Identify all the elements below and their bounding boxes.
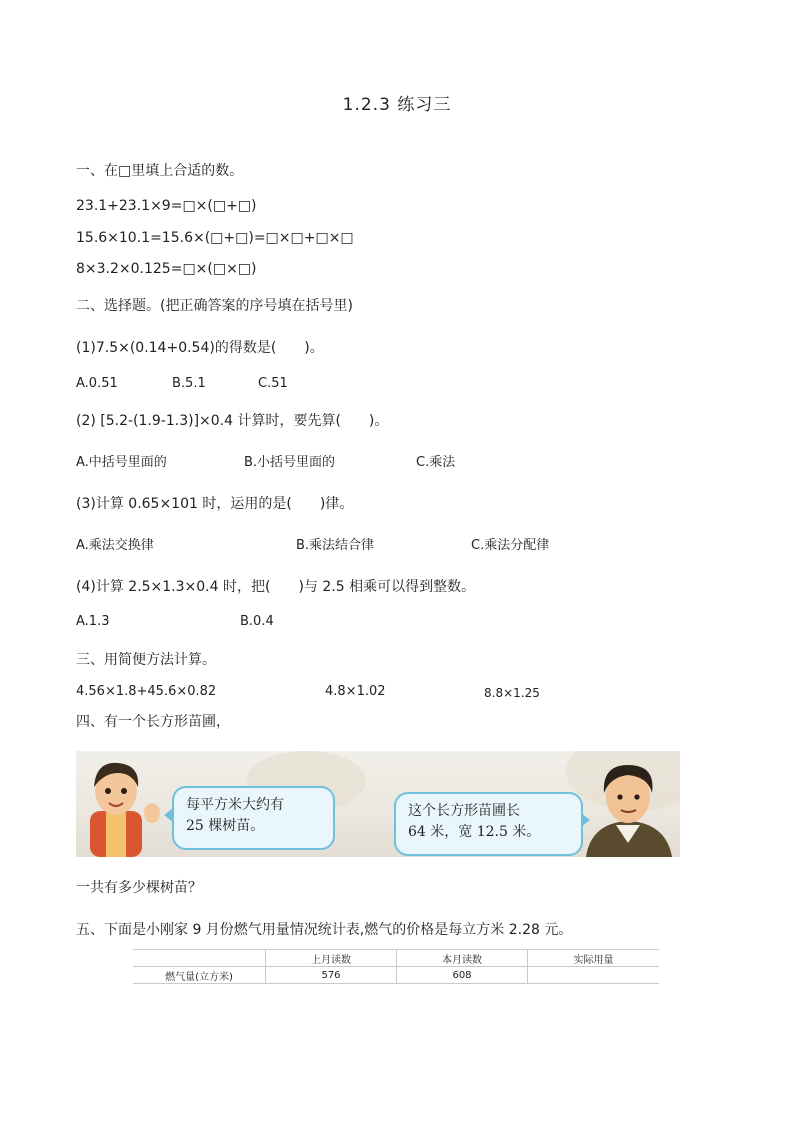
bubble-right-tail bbox=[581, 813, 590, 827]
section-5-heading: 五、下面是小刚家 9 月份燃气用量情况统计表,燃气的价格是每立方米 2.28 元。 bbox=[76, 922, 573, 938]
s3-expression-1: 4.56×1.8+45.6×0.82 bbox=[76, 684, 217, 699]
q3-option-c: C.乘法分配律 bbox=[471, 538, 550, 553]
s1-equation-3: 8×3.2×0.125=□×(□×□) bbox=[76, 261, 257, 277]
boy-figure bbox=[90, 763, 160, 857]
q1-option-c: C.51 bbox=[258, 376, 288, 391]
s3-expression-2: 4.8×1.02 bbox=[325, 684, 386, 699]
illustration-background bbox=[76, 751, 680, 857]
q4-option-b: B.0.4 bbox=[240, 614, 274, 629]
question-3: (3)计算 0.65×101 时，运用的是( )律。 bbox=[76, 496, 354, 512]
bubble-right-line-2: 64 米，宽 12.5 米。 bbox=[408, 824, 541, 840]
s1-equation-2: 15.6×10.1=15.6×(□+□)=□×□+□×□ bbox=[76, 230, 354, 246]
q3-option-b: B.乘法结合律 bbox=[296, 538, 375, 553]
bubble-left-line-2: 25 棵树苗。 bbox=[186, 818, 265, 834]
q1-option-b: B.5.1 bbox=[172, 376, 206, 391]
section-4-question: 一共有多少棵树苗？ bbox=[76, 880, 202, 896]
section-2-heading: 二、选择题。(把正确答案的序号填在括号里) bbox=[76, 298, 353, 314]
table-cell-this-month: 608 bbox=[397, 967, 528, 984]
speech-bubble-boy bbox=[172, 786, 335, 850]
table-cell-actual-usage bbox=[528, 967, 660, 984]
q2-option-a: A.中括号里面的 bbox=[76, 455, 167, 470]
q3-option-a: A.乘法交换律 bbox=[76, 538, 154, 553]
question-4: (4)计算 2.5×1.3×0.4 时，把( )与 2.5 相乘可以得到整数。 bbox=[76, 579, 476, 595]
question-1: (1)7.5×(0.14+0.54)的得数是( )。 bbox=[76, 340, 324, 356]
table-cell-last-month: 576 bbox=[266, 967, 397, 984]
table-header-empty bbox=[133, 950, 266, 967]
q4-option-a: A.1.3 bbox=[76, 614, 110, 629]
table-header-row bbox=[133, 950, 659, 967]
table-row-label: 燃气量(立方米) bbox=[133, 967, 266, 984]
table-row bbox=[133, 967, 659, 984]
section-1-heading: 一、在□里填上合适的数。 bbox=[76, 163, 244, 179]
page-title: 1.2.3 练习三 bbox=[342, 95, 452, 115]
s3-expression-3: 8.8×1.25 bbox=[484, 686, 540, 700]
q2-option-b: B.小括号里面的 bbox=[244, 455, 336, 470]
section-3-heading: 三、用简便方法计算。 bbox=[76, 652, 216, 668]
table-header-actual-usage: 实际用量 bbox=[528, 950, 660, 967]
table-header-last-month: 上月读数 bbox=[266, 950, 397, 967]
table-header-this-month: 本月读数 bbox=[397, 950, 528, 967]
gas-usage-table bbox=[133, 949, 659, 984]
q2-option-c: C.乘法 bbox=[416, 455, 456, 470]
nursery-illustration bbox=[76, 751, 680, 857]
speech-bubble-man bbox=[394, 792, 583, 856]
section-4-heading: 四、有一个长方形苗圃， bbox=[76, 714, 230, 730]
s1-equation-1: 23.1+23.1×9=□×(□+□) bbox=[76, 198, 257, 214]
bubble-left-line-1: 每平方米大约有 bbox=[186, 797, 284, 813]
bubble-right-line-1: 这个长方形苗圃长 bbox=[408, 803, 520, 819]
q1-option-a: A.0.51 bbox=[76, 376, 118, 391]
question-2: (2) [5.2-(1.9-1.3)]×0.4 计算时，要先算( )。 bbox=[76, 413, 389, 429]
